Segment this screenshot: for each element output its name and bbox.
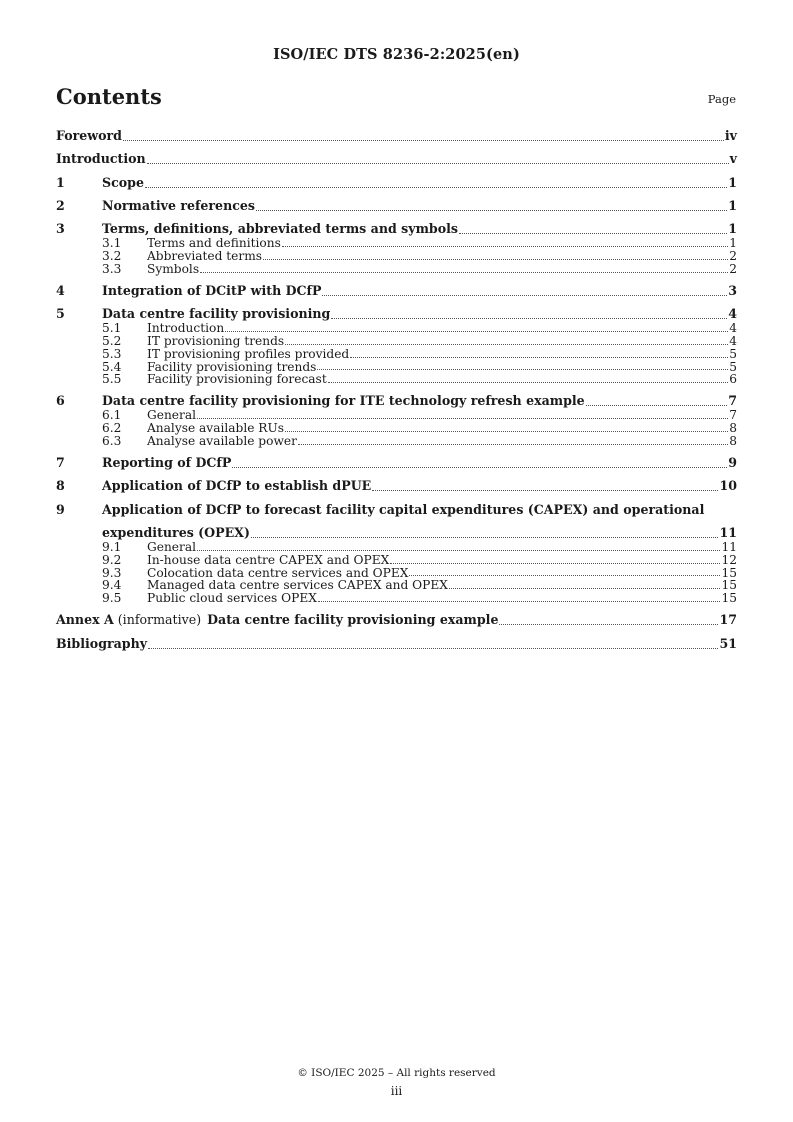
toc-subentry-page: 5: [729, 346, 737, 361]
toc-subentry-3-3[interactable]: [56, 263, 737, 276]
toc-entry-clause-8[interactable]: [56, 478, 737, 494]
subclause-number: 5.4: [102, 359, 122, 374]
dot-leader: [350, 357, 728, 358]
toc-entry-clause-2[interactable]: [56, 198, 737, 214]
toc-entry-page: 9: [728, 455, 737, 471]
dot-leader: [123, 140, 724, 141]
dot-leader: [232, 467, 727, 468]
dot-leader: [449, 588, 721, 589]
toc-subentry-label: Analyse available power: [147, 434, 297, 449]
dot-leader: [322, 295, 727, 296]
toc-subentry-3-2[interactable]: [56, 250, 737, 263]
dot-leader: [251, 537, 719, 538]
toc-subentry-page: 15: [721, 578, 737, 593]
clause-number: 1: [56, 174, 65, 190]
clause-number: 7: [56, 455, 65, 471]
table-of-contents: [56, 128, 737, 652]
dot-leader: [147, 163, 729, 164]
subclause-number: 9.4: [102, 578, 122, 593]
toc-entry-page: 51: [719, 635, 737, 651]
dot-leader: [148, 648, 718, 649]
toc-subentry-page: 11: [721, 540, 737, 555]
clause-number: 3: [56, 221, 65, 237]
dot-leader: [390, 563, 720, 564]
document-id-header: ISO/IEC DTS 8236-2:2025(en): [273, 46, 520, 63]
toc-entry-clause-6[interactable]: [56, 393, 737, 409]
page-title: Contents: [56, 84, 162, 109]
toc-subentry-label: In-house data centre CAPEX and OPEX: [147, 552, 390, 567]
toc-entry-label-line2: [56, 525, 737, 541]
toc-entry-label: expenditures (OPEX): [102, 525, 250, 541]
toc-entry-label: Reporting of DCfP: [102, 455, 232, 471]
toc-entry-page: 11: [719, 525, 737, 541]
clause-number: 6: [56, 393, 65, 409]
toc-entry-label: Integration of DCitP with DCfP: [102, 282, 322, 298]
subclause-number: 6.1: [102, 408, 122, 423]
subclause-number: 3.2: [102, 248, 122, 263]
toc-entry-label: Bibliography: [56, 635, 148, 651]
subclause-number: 5.5: [102, 372, 122, 387]
toc-subentry-label: Symbols: [147, 261, 200, 276]
toc-subentry-label: Introduction: [147, 321, 225, 336]
subclause-number: 9.5: [102, 591, 122, 606]
dot-leader: [318, 601, 721, 602]
toc-entry-page: v: [729, 151, 737, 167]
toc-entry-page: 7: [728, 393, 737, 409]
dot-leader: [225, 331, 728, 332]
toc-subentry-5-2[interactable]: [56, 335, 737, 348]
toc-entry-label: Application of DCfP to forecast facility capital expenditures (CAPEX) and operational: [102, 501, 705, 517]
clause-number: 2: [56, 197, 65, 213]
toc-entry-clause-4[interactable]: [56, 283, 737, 299]
toc-subentry-page: 6: [729, 372, 737, 387]
dot-leader: [586, 405, 728, 406]
toc-subentry-9-1[interactable]: [56, 541, 737, 554]
toc-subentry-page: 5: [729, 359, 737, 374]
subclause-number: 6.2: [102, 421, 122, 436]
toc-entry-clause-7[interactable]: [56, 455, 737, 471]
toc-entry-page: 1: [728, 174, 737, 190]
toc-entry-label: Foreword: [56, 128, 122, 143]
toc-entry-label: Scope: [102, 174, 144, 190]
toc-entry-page: 1: [728, 221, 737, 237]
toc-entry-clause-5[interactable]: [56, 306, 737, 322]
toc-subentry-label: IT provisioning trends: [147, 333, 285, 348]
toc-entry-clause-1[interactable]: [56, 175, 737, 191]
subclause-number: 6.3: [102, 434, 122, 449]
toc-entry-page: 1: [728, 197, 737, 213]
toc-subentry-page: 4: [729, 321, 737, 336]
toc-subentry-page: 7: [729, 408, 737, 423]
toc-entry-foreword[interactable]: [56, 128, 737, 144]
dot-leader: [145, 187, 727, 188]
page-column-label: Page: [707, 92, 736, 106]
toc-subentry-label: General: [147, 408, 196, 423]
toc-entry-clause-3[interactable]: [56, 221, 737, 237]
toc-subentry-page: 2: [729, 261, 737, 276]
toc-entry-label: Normative references: [102, 197, 256, 213]
toc-subentry-page: 8: [729, 434, 737, 449]
subclause-number: 9.1: [102, 540, 122, 555]
toc-entry-label: Data centre facility provisioning example: [207, 612, 499, 628]
toc-entry-label: Data centre facility provisioning: [102, 306, 331, 322]
toc-entry-label: Application of DCfP to establish dPUE: [102, 478, 372, 494]
toc-subentry-page: 2: [729, 248, 737, 263]
clause-number: 9: [56, 501, 65, 517]
dot-leader: [331, 318, 727, 319]
subclause-number: 3.1: [102, 236, 122, 251]
toc-entry-annex-a[interactable]: [56, 612, 737, 628]
toc-entry-label: Introduction: [56, 151, 146, 167]
dot-leader: [328, 382, 729, 383]
annex-type: (informative): [117, 612, 202, 628]
toc-entry-introduction[interactable]: [56, 151, 737, 167]
toc-subentry-9-2[interactable]: [56, 554, 737, 567]
dot-leader: [459, 233, 727, 234]
dot-leader: [499, 624, 718, 625]
toc-subentry-5-3[interactable]: [56, 348, 737, 361]
toc-entry-page: 17: [719, 612, 737, 628]
toc-entry-page: 4: [728, 306, 737, 322]
toc-entry-label: Data centre facility provisioning for ITE technology refresh example: [102, 393, 585, 409]
page-number: iii: [390, 1084, 403, 1098]
toc-subentry-label: Analyse available RUs: [147, 421, 285, 436]
toc-entry-bibliography[interactable]: [56, 636, 737, 652]
toc-entry-label: Terms, definitions, abbreviated terms and symbols: [102, 221, 458, 237]
clause-number: 5: [56, 306, 65, 322]
toc-subentry-page: 1: [729, 236, 737, 251]
toc-entry-page: 10: [719, 478, 737, 494]
dot-leader: [197, 550, 720, 551]
toc-subentry-label: Facility provisioning trends: [147, 359, 317, 374]
subclause-number: 3.3: [102, 261, 122, 276]
dot-leader: [197, 418, 728, 419]
dot-leader: [317, 369, 728, 370]
dot-leader: [285, 431, 728, 432]
toc-subentry-label: Facility provisioning forecast: [147, 372, 327, 387]
toc-entry-page: 3: [728, 282, 737, 298]
subclause-number: 5.1: [102, 321, 122, 336]
dot-leader: [263, 259, 728, 260]
toc-subentry-page: 8: [729, 421, 737, 436]
toc-subentry-page: 15: [721, 565, 737, 580]
dot-leader: [285, 344, 728, 345]
annex-prefix: Annex A: [56, 612, 114, 628]
dot-leader: [256, 210, 727, 211]
toc-subentry-5-5[interactable]: [56, 373, 737, 386]
toc-subentry-label: Public cloud services OPEX: [147, 591, 317, 606]
toc-subentry-page: 15: [721, 591, 737, 606]
toc-subentry-page: 4: [729, 333, 737, 348]
toc-subentry-label: Managed data centre services CAPEX and OPEX: [147, 578, 448, 593]
toc-subentry-label: General: [147, 540, 196, 555]
toc-subentry-label: Terms and definitions: [147, 236, 281, 251]
toc-entry-clause-9[interactable]: [56, 502, 737, 541]
toc-subentry-page: 12: [721, 552, 737, 567]
toc-subentry-6-3[interactable]: [56, 435, 737, 448]
clause-number: 4: [56, 282, 65, 298]
toc-entry-page: iv: [724, 128, 737, 143]
toc-subentry-label: Abbreviated terms: [147, 248, 263, 263]
subclause-number: 5.3: [102, 346, 122, 361]
clause-number: 8: [56, 478, 65, 494]
toc-subentry-label: Colocation data centre services and OPEX: [147, 565, 409, 580]
toc-subentry-label: IT provisioning profiles provided: [147, 346, 350, 361]
copyright-footer: © ISO/IEC 2025 – All rights reserved: [297, 1067, 496, 1079]
toc-subentry-9-5[interactable]: [56, 592, 737, 605]
dot-leader: [409, 575, 720, 576]
dot-leader: [298, 444, 728, 445]
toc-entry-label-line1: [56, 502, 737, 518]
subclause-number: 9.3: [102, 565, 122, 580]
dot-leader: [200, 272, 728, 273]
subclause-number: 9.2: [102, 552, 122, 567]
dot-leader: [282, 246, 728, 247]
subclause-number: 5.2: [102, 333, 122, 348]
dot-leader: [372, 490, 718, 491]
